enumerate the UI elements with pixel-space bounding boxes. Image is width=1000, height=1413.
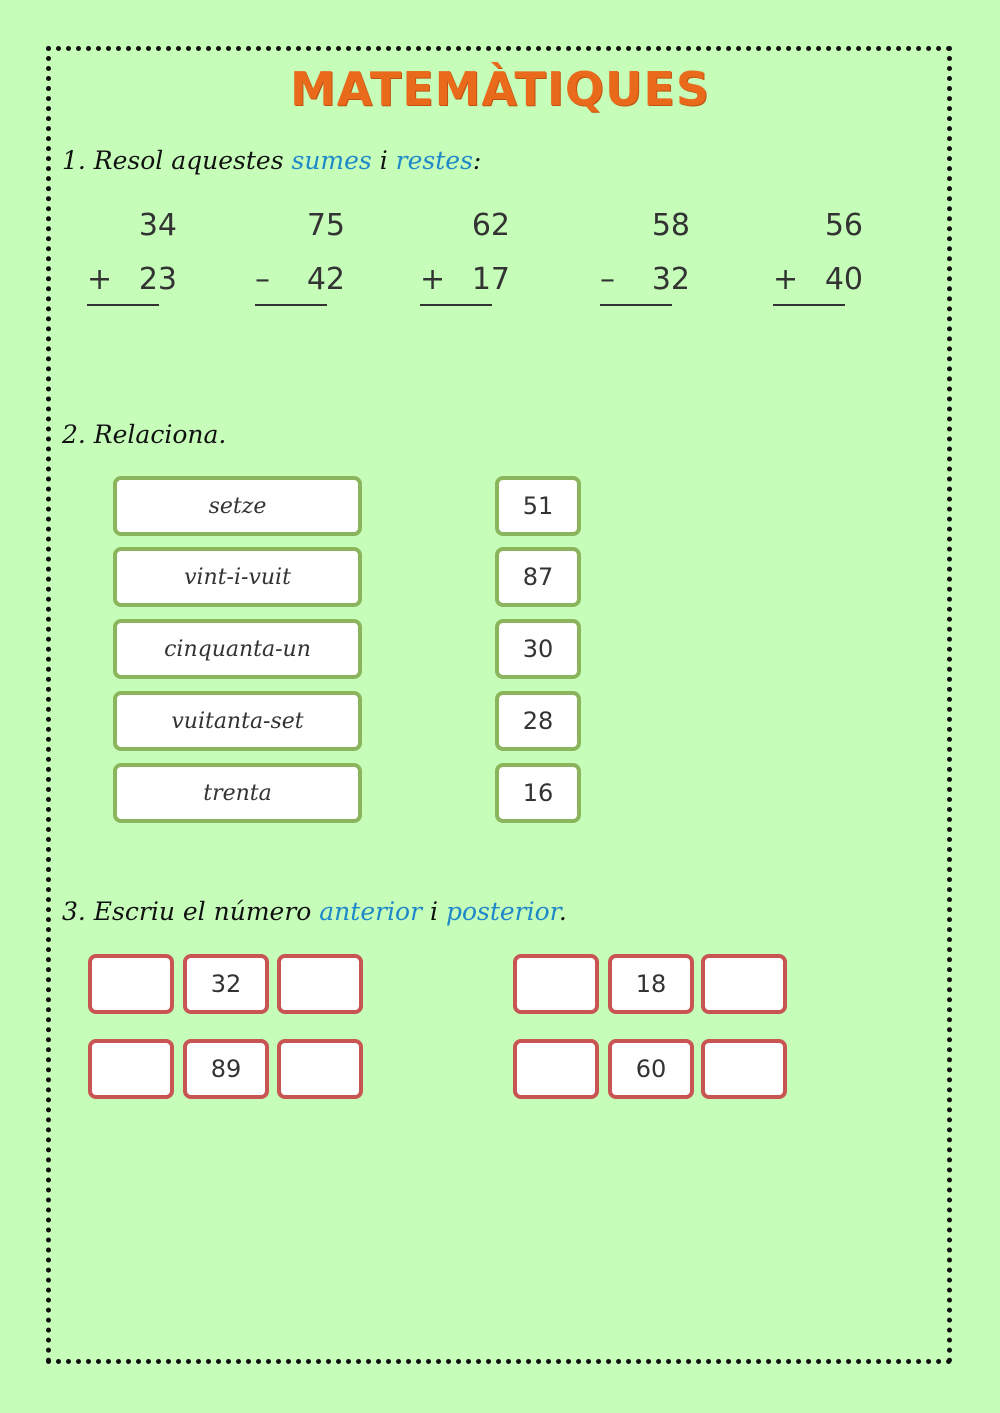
operation-top-number: 62 [471, 208, 510, 243]
question-3-suffix: . [558, 897, 567, 926]
operation-top-number: 75 [306, 208, 345, 243]
operation-top-number: 56 [824, 208, 863, 243]
next-number-input[interactable] [277, 954, 363, 1014]
operation-result-line [87, 304, 159, 306]
question-1-mid: i [371, 146, 396, 175]
question-2-title: 2. Relaciona. [62, 420, 227, 449]
page-title: MATEMÀTIQUES [290, 62, 710, 116]
operation-bottom-number: 32 [651, 262, 690, 297]
question-1-word-subtractions: restes [395, 146, 473, 175]
given-number: 32 [183, 954, 269, 1014]
operation-top-number: 34 [138, 208, 177, 243]
next-number-input[interactable] [701, 954, 787, 1014]
operation-bottom-number: 42 [306, 262, 345, 297]
question-3-title [62, 897, 567, 926]
previous-number-input[interactable] [88, 1039, 174, 1099]
operation-sign: – [600, 262, 615, 297]
operation-sign: + [87, 262, 113, 297]
question-3-mid: i [422, 897, 446, 926]
question-1-prefix: 1. Resol aquestes [62, 146, 292, 175]
operation-sign: + [420, 262, 446, 297]
number-card[interactable]: 16 [495, 763, 581, 823]
operation-result-line [255, 304, 327, 306]
question-3-prefix: 3. Escriu el número [62, 897, 320, 926]
given-number: 60 [608, 1039, 694, 1099]
previous-number-input[interactable] [88, 954, 174, 1014]
number-card[interactable]: 28 [495, 691, 581, 751]
given-number: 18 [608, 954, 694, 1014]
operation-result-line [420, 304, 492, 306]
question-3-word-next: posterior [445, 897, 559, 926]
operation-sign: – [255, 262, 270, 297]
number-card[interactable]: 51 [495, 476, 581, 536]
operation-result-line [600, 304, 672, 306]
operation-bottom-number: 23 [138, 262, 177, 297]
next-number-input[interactable] [701, 1039, 787, 1099]
operation-bottom-number: 40 [824, 262, 863, 297]
operation-result-line [773, 304, 845, 306]
previous-number-input[interactable] [513, 954, 599, 1014]
word-card[interactable]: setze [113, 476, 362, 536]
number-card[interactable]: 87 [495, 547, 581, 607]
question-1-suffix: : [472, 146, 482, 175]
next-number-input[interactable] [277, 1039, 363, 1099]
word-card[interactable]: trenta [113, 763, 362, 823]
question-1-title [62, 146, 481, 175]
question-1-word-sums: sumes [291, 146, 372, 175]
given-number: 89 [183, 1039, 269, 1099]
number-card[interactable]: 30 [495, 619, 581, 679]
previous-number-input[interactable] [513, 1039, 599, 1099]
operation-bottom-number: 17 [471, 262, 510, 297]
word-card[interactable]: vint-i-vuit [113, 547, 362, 607]
word-card[interactable]: vuitanta-set [113, 691, 362, 751]
question-3-word-previous: anterior [319, 897, 423, 926]
operation-top-number: 58 [651, 208, 690, 243]
operation-sign: + [773, 262, 799, 297]
word-card[interactable]: cinquanta-un [113, 619, 362, 679]
